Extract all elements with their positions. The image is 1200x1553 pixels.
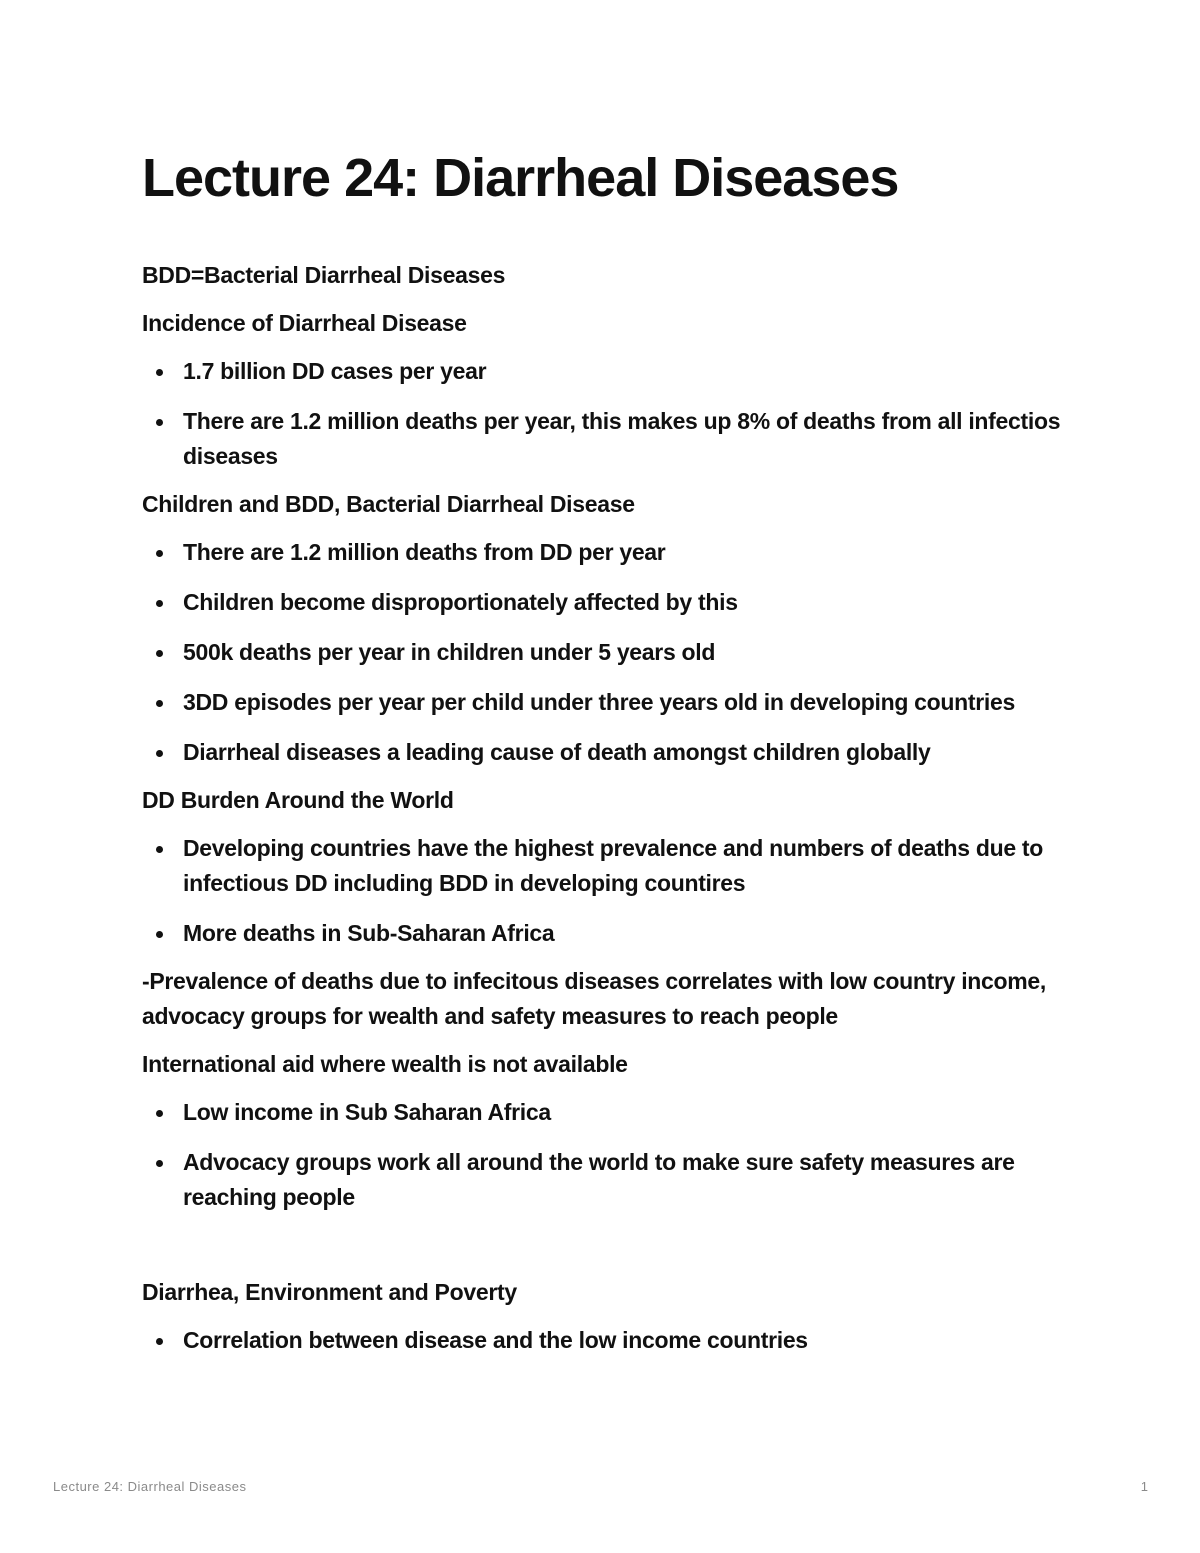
burden-list [142,831,1062,951]
bullet-icon [156,369,163,376]
bullet-icon [156,1338,163,1345]
list-item [183,831,1062,901]
bullet-icon [156,419,163,426]
list-item [183,1323,1062,1358]
list-item-text: Children become disproportionately affected by this [183,589,738,615]
list-item [183,1145,1062,1215]
bullet-icon [156,750,163,757]
bullet-icon [156,846,163,853]
children-list [142,535,1062,770]
page-title: Lecture 24: Diarrheal Diseases [142,148,899,208]
list-item [183,535,1062,570]
blank-line [142,1228,1062,1275]
list-item-text: There are 1.2 million deaths from DD per year [183,539,666,565]
list-item-text: Correlation between disease and the low income countries [183,1327,808,1353]
bdd-definition: BDD=Bacterial Diarrheal Diseases [142,262,506,288]
incidence-heading: Incidence of Diarrheal Disease [142,310,467,336]
list-item [183,1095,1062,1130]
bullet-icon [156,700,163,707]
children-heading: Children and BDD, Bacterial Diarrheal Disease [142,491,635,517]
bullet-icon [156,600,163,607]
footer-document-title: Lecture 24: Diarrheal Diseases [53,1479,247,1494]
incidence-list [142,354,1062,474]
list-item-text: There are 1.2 million deaths per year, this makes up 8% of deaths from all infectios diseases [183,408,1061,469]
list-item [183,585,1062,620]
list-item [183,404,1062,474]
list-item-text: 3DD episodes per year per child under three years old in developing countries [183,689,1015,715]
list-item-text: Diarrheal diseases a leading cause of death amongst children globally [183,739,931,765]
list-item [183,354,1062,389]
bullet-icon [156,931,163,938]
list-item-text: Advocacy groups work all around the world to make sure safety measures are reaching people [183,1149,1015,1210]
list-item [183,635,1062,670]
list-item-text: More deaths in Sub-Saharan Africa [183,920,555,946]
list-item-text: 1.7 billion DD cases per year [183,358,487,384]
bullet-icon [156,550,163,557]
environment-list [142,1323,1062,1358]
environment-heading: Diarrhea, Environment and Poverty [142,1279,517,1305]
bullet-icon [156,650,163,657]
list-item-text: Developing countries have the highest prevalence and numbers of deaths due to infectious DD including BDD in developing countires [183,835,1044,896]
aid-heading: International aid where wealth is not available [142,1051,628,1077]
list-item-text: Low income in Sub Saharan Africa [183,1099,551,1125]
list-item [183,685,1062,720]
bullet-icon [156,1110,163,1117]
list-item-text: 500k deaths per year in children under 5 years old [183,639,716,665]
aid-list [142,1095,1062,1215]
list-item [183,735,1062,770]
footer-page-number: 1 [1140,1479,1148,1494]
list-item [183,916,1062,951]
document-body [142,258,1062,1371]
prevalence-note: -Prevalence of deaths due to infecitous diseases correlates with low country income, advocacy groups for wealth and safety measures to reach people [142,968,1047,1029]
bullet-icon [156,1160,163,1167]
burden-heading: DD Burden Around the World [142,787,454,813]
